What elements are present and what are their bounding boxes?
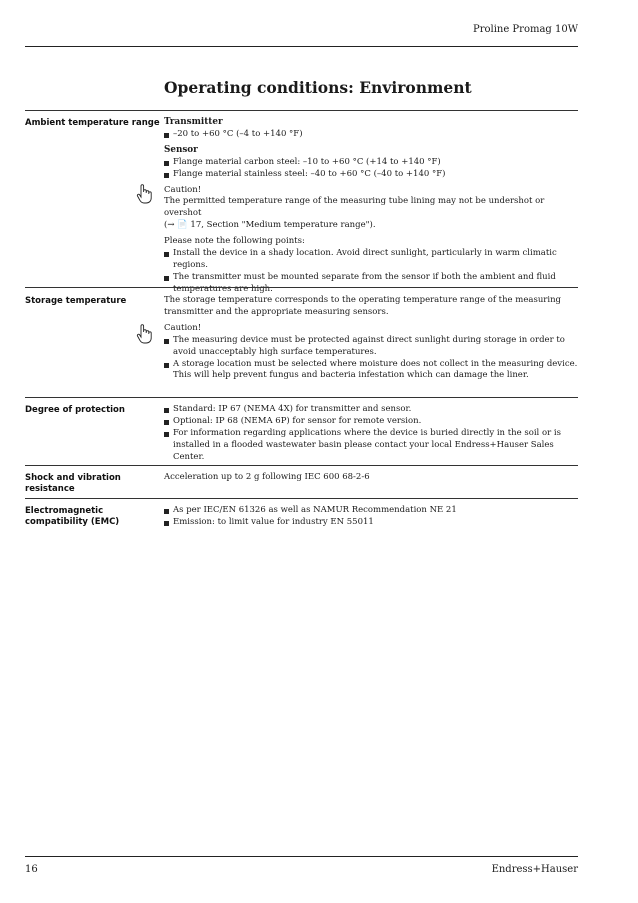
caution-title: Caution! — [164, 184, 202, 195]
section-divider — [25, 397, 578, 398]
list-item: –20 to +60 °C (–4 to +140 °F) — [164, 129, 578, 141]
transmitter-heading: Transmitter — [164, 117, 223, 127]
emc-label: Electromagnetic compatibility (EMC) — [25, 506, 120, 527]
list-item: A storage location must be selected where moisture does not collect in the measuring device. This will help prevent fungus and bacteria infestation which can damage the liner. — [164, 359, 578, 383]
shock-vibration-content — [164, 472, 578, 484]
caution-hand-icon — [135, 323, 153, 344]
shock-vibration-label: Shock and vibration resistance — [25, 473, 121, 494]
section-divider — [25, 465, 578, 466]
caution-hand-icon — [135, 183, 153, 204]
list-item: Emission: to limit value for industry EN 55011 — [164, 517, 578, 529]
list-item: The measuring device must be protected against direct sunlight during storage in order to avoid unacceptably high surface temperatures. — [164, 335, 578, 359]
list-item: Flange material carbon steel: –10 to +60 °C (+14 to +140 °F) — [164, 157, 578, 169]
list-item: For information regarding applications where the device is buried directly in the soil or is installed in a flooded wastewater basin please contact your local Endress+Hauser Sales Center. — [164, 428, 578, 464]
footer-rule — [25, 856, 578, 857]
page-header — [25, 24, 578, 47]
note-intro: Please note the following points: — [164, 236, 305, 247]
storage-temperature-content — [164, 295, 578, 382]
shock-text: Acceleration up to 2 g following IEC 600 68-2-6 — [164, 472, 370, 482]
emc-content — [164, 505, 578, 529]
list-item: Optional: IP 68 (NEMA 6P) for sensor for remote version. — [164, 416, 578, 428]
caution-reference: (→ 📄 17, Section "Medium temperature range"). — [164, 220, 376, 231]
section-divider — [25, 110, 578, 111]
ambient-temperature-content — [164, 117, 578, 296]
ambient-temperature-label: Ambient temperature range — [25, 118, 160, 128]
document-title: Proline Promag 10W — [472, 24, 578, 35]
protection-content — [164, 404, 578, 464]
list-item: Flange material stainless steel: –40 to +60 °C (–40 to +140 °F) — [164, 169, 578, 181]
caution-text: The permitted temperature range of the measuring tube lining may not be undershot or overshot — [164, 196, 545, 219]
page-number: 16 — [25, 864, 38, 875]
page-title: Operating conditions: Environment — [164, 78, 472, 97]
section-divider — [25, 498, 578, 499]
list-item: As per IEC/EN 61326 as well as NAMUR Recommendation NE 21 — [164, 505, 578, 517]
storage-text: The storage temperature corresponds to the operating temperature range of the measuring transmitter and the appropriate measuring sensors. — [164, 295, 561, 317]
sensor-heading: Sensor — [164, 144, 198, 155]
protection-label: Degree of protection — [25, 405, 125, 415]
section-divider — [25, 287, 578, 288]
list-item: Install the device in a shady location. Avoid direct sunlight, particularly in warm climatic regions. — [164, 248, 578, 272]
storage-temperature-label: Storage temperature — [25, 296, 127, 306]
list-item: The transmitter must be mounted separate from the sensor if both the ambient and fluid temperatures are high. — [164, 272, 578, 296]
company-name: Endress+Hauser — [491, 864, 578, 875]
caution-title: Caution! — [164, 322, 202, 333]
list-item: Standard: IP 67 (NEMA 4X) for transmitter and sensor. — [164, 404, 578, 416]
